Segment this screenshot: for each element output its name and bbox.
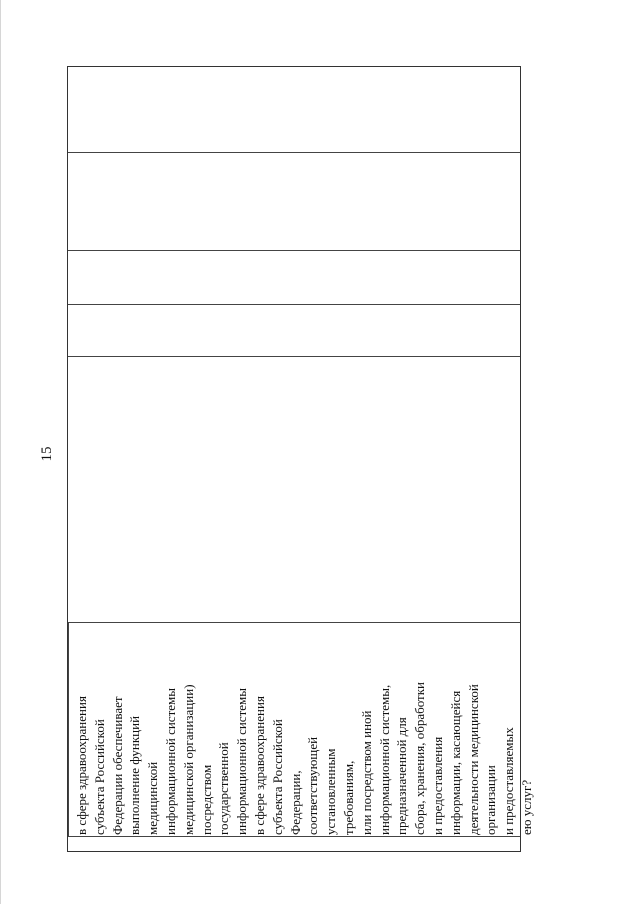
question-line: медицинской организации) [180,684,196,835]
question-line: ею услуг? [518,779,534,835]
question-line: медицинской [145,761,161,835]
question-line: предназначенной для [394,717,410,835]
question-line: государственной [216,742,232,835]
question-cell-text [73,623,536,835]
question-line: Федерации обеспечивает [109,696,125,835]
question-line: субъекта Российской [91,719,107,835]
question-line: требованиям, [340,760,356,835]
page-number: 15 [39,446,55,462]
question-line: выполнение функций [127,715,143,835]
question-line: посредством [198,764,214,835]
question-line: информационной системы [162,688,178,835]
question-line: в сфере здравоохранения [251,696,267,835]
checklist-table [67,66,534,852]
table-column-divider-comments [68,152,520,153]
question-line: соответствующей [305,736,321,835]
question-line: информационной системы [234,688,250,835]
question-line: субъекта Российской [269,719,285,835]
question-line: в сфере здравоохранения [74,696,89,835]
question-line: Федерации, [287,770,303,835]
table-row-top [68,623,69,837]
question-line: деятельности медицинской [465,684,481,835]
question-line: информационной системы, [376,684,392,835]
question-line: и предоставляемых [501,727,517,835]
question-line: организации [483,765,499,835]
table-column-divider-not-applicable [68,250,520,251]
question-line: и предоставления [429,736,445,835]
table-column-divider-number [68,836,520,837]
table-column-divider-answer-no [68,304,520,305]
question-line: сбора, хранения, обработки [412,682,428,835]
question-line: или посредством иной [358,710,374,835]
table-column-divider-answer-yes [68,356,520,357]
question-line: установленным [323,748,339,835]
question-line: информации, касающейся [447,690,463,835]
